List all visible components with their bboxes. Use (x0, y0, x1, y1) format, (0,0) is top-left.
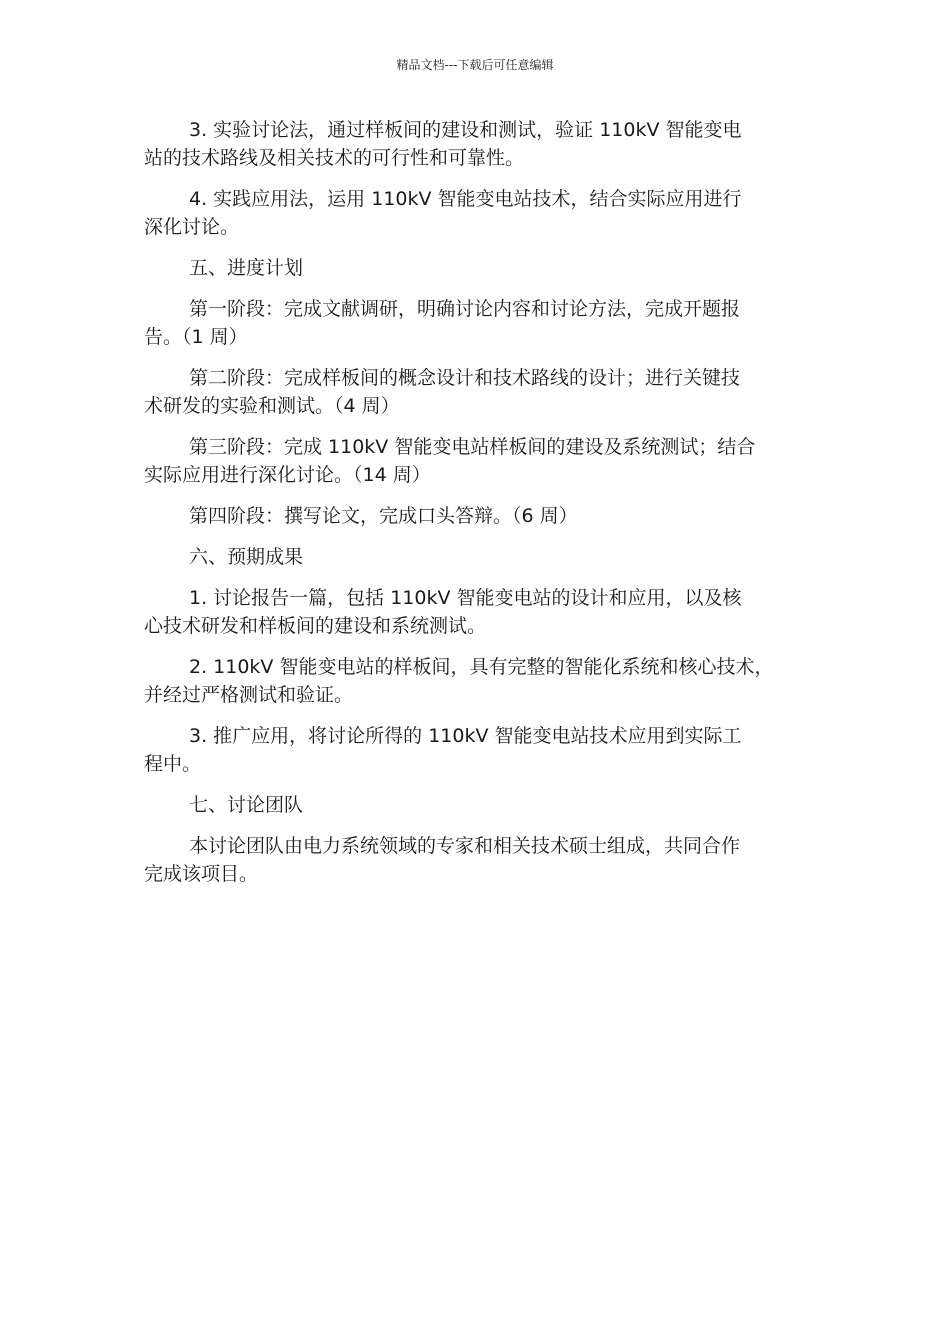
page-header: 精品文档---下载后可任意编辑 (396, 58, 554, 72)
paragraph-line: 心技术研发和样板间的建设和系统测试。 (144, 615, 487, 637)
paragraph-line: 第二阶段：完成样板间的概念设计和技术路线的设计；进行关键技 (189, 367, 741, 389)
section-heading-schedule (144, 254, 834, 282)
paragraph-line: 实际应用进行深化讨论。（14 周） (144, 464, 431, 486)
document-body (144, 116, 834, 901)
section-heading-team (144, 791, 834, 819)
paragraph-stage-2 (144, 364, 834, 420)
paragraph-line: 程中。 (144, 753, 202, 775)
paragraph-line: 第四阶段：撰写论文，完成口头答辩。（6 周） (189, 505, 578, 527)
paragraph-outcome-2 (144, 653, 834, 709)
paragraph-line: 3. 推广应用，将讨论所得的 110kV 智能变电站技术应用到实际工 (189, 725, 742, 747)
paragraph-stage-3 (144, 433, 834, 489)
section-heading: 六、预期成果 (189, 546, 304, 568)
paragraph-stage-4 (144, 502, 834, 530)
paragraph-outcome-3 (144, 722, 834, 778)
paragraph-line: 1. 讨论报告一篇，包括 110kV 智能变电站的设计和应用，以及核 (189, 587, 742, 609)
paragraph-line: 深化讨论。 (144, 216, 240, 238)
paragraph-line: 4. 实践应用法，运用 110kV 智能变电站技术，结合实际应用进行 (189, 188, 742, 210)
paragraph-line: 第一阶段：完成文献调研，明确讨论内容和讨论方法，完成开题报 (189, 298, 741, 320)
paragraph-line: 并经过严格测试和验证。 (144, 684, 354, 706)
section-heading-outcomes (144, 543, 834, 571)
paragraph-outcome-1 (144, 584, 834, 640)
paragraph-line: 完成该项目。 (144, 863, 259, 885)
paragraph-line: 第三阶段：完成 110kV 智能变电站样板间的建设及系统测试；结合 (189, 436, 756, 458)
paragraph-line: 2. 110kV 智能变电站的样板间，具有完整的智能化系统和核心技术， (189, 656, 774, 678)
paragraph-line: 告。（1 周） (144, 326, 248, 348)
paragraph-method-3 (144, 116, 834, 172)
paragraph-team (144, 832, 834, 888)
paragraph-stage-1 (144, 295, 834, 351)
section-heading: 七、讨论团队 (189, 794, 304, 816)
paragraph-line: 本讨论团队由电力系统领域的专家和相关技术硕士组成，共同合作 (189, 835, 741, 857)
paragraph-line: 3. 实验讨论法，通过样板间的建设和测试，验证 110kV 智能变电 (189, 119, 742, 141)
paragraph-method-4 (144, 185, 834, 241)
paragraph-line: 站的技术路线及相关技术的可行性和可靠性。 (144, 147, 525, 169)
section-heading: 五、进度计划 (189, 257, 304, 279)
paragraph-line: 术研发的实验和测试。（4 周） (144, 395, 400, 417)
